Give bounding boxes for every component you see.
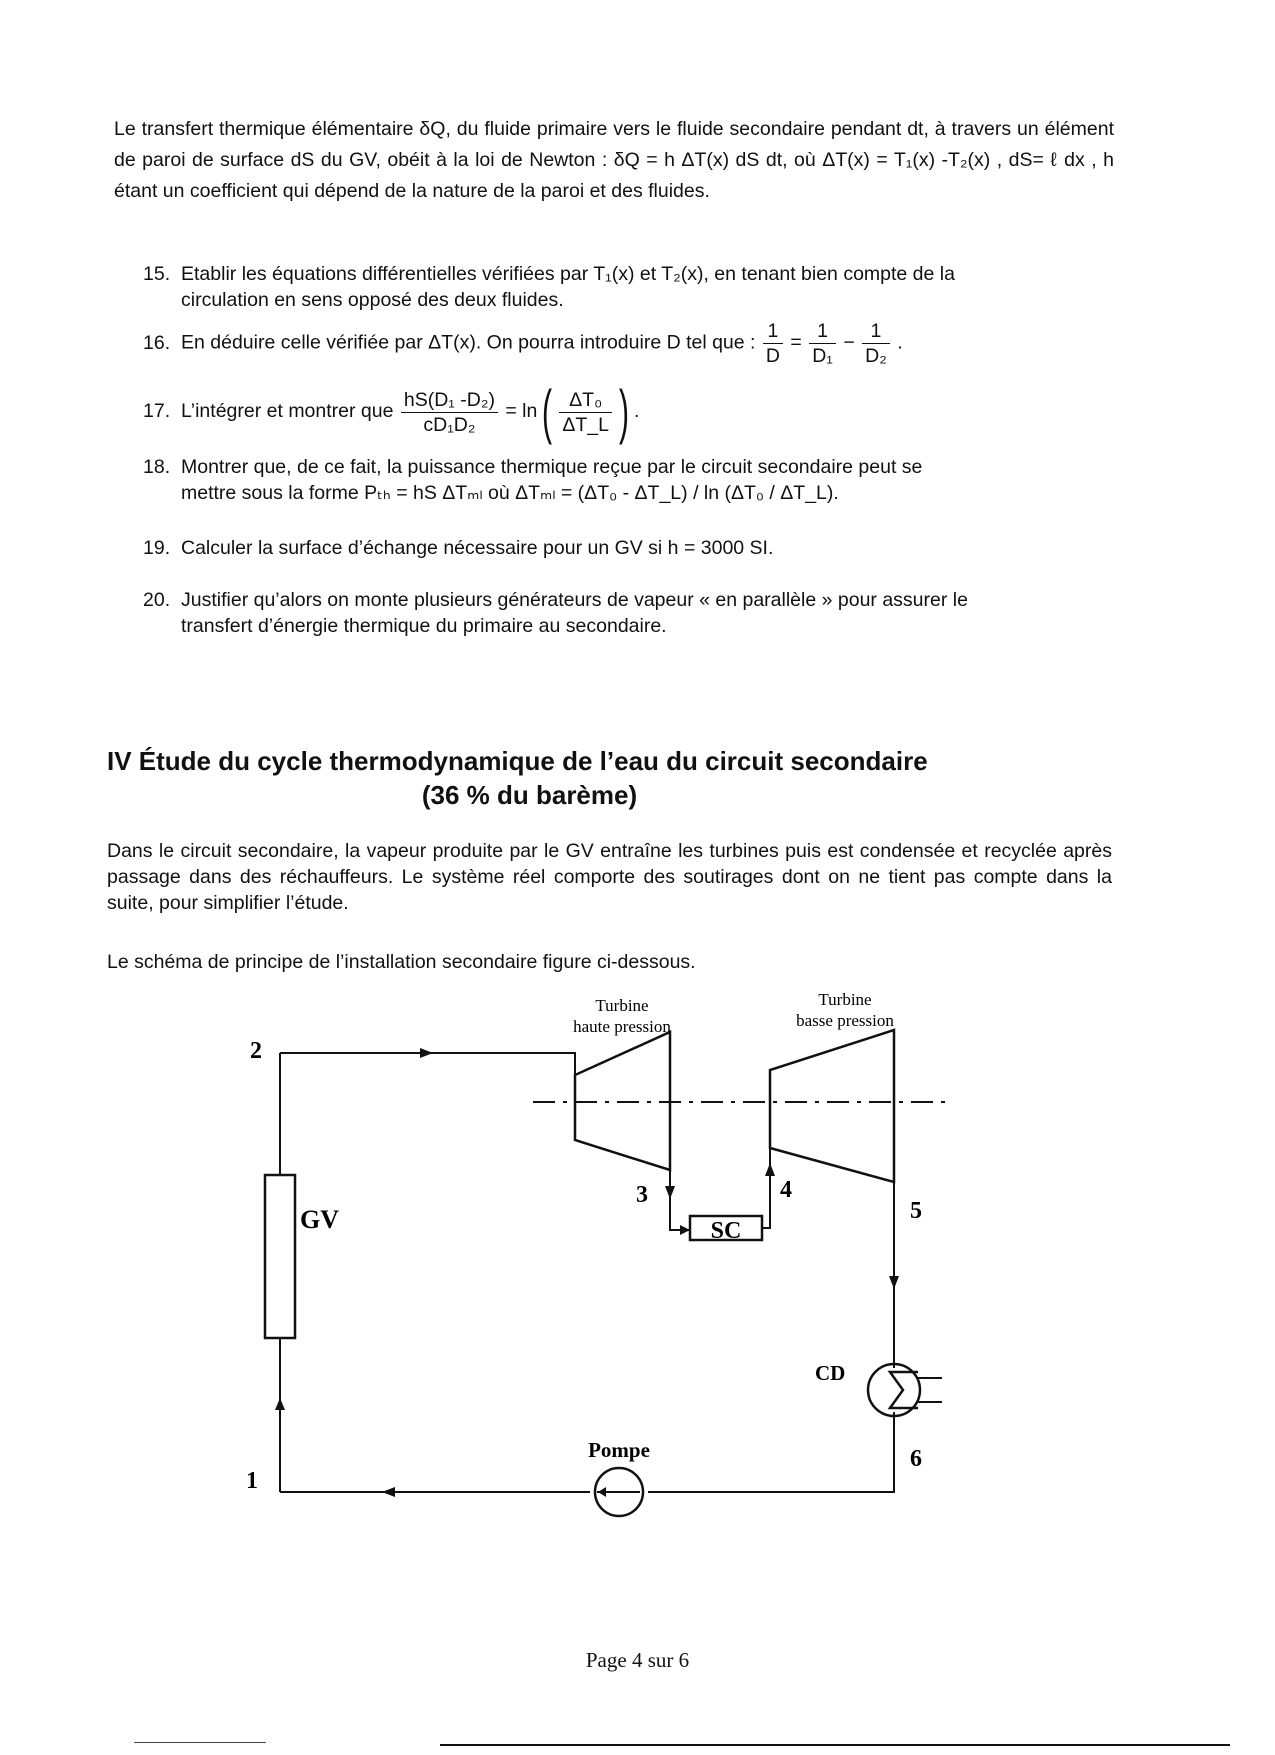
arrow-5 [889,1276,899,1289]
arrow-3 [665,1186,675,1199]
question-number: 19. [143,537,171,559]
frac-1-over-d2: $\frac{1}{\text{D₂}}$ [862,320,890,367]
question-number: 16. [143,331,171,354]
label-turbine-bp-2: basse pression [796,1011,894,1030]
arrow-bottom [382,1487,395,1497]
label-turbine-bp-1: Turbine [818,990,872,1009]
question-number: 18. [143,456,171,478]
label-sc: SC [710,1218,742,1244]
label-point-4: 4 [780,1177,792,1203]
condenser-coil [890,1372,918,1408]
question-text: Etablir les équations différentielles vérifiées par T₁(x) et T₂(x), en tenant bien compte de la [181,263,955,285]
page-footer: Page 4 sur 6 [585,1648,690,1672]
intro-paragraph: Le transfert thermique élémentaire δQ, du fluide primaire vers le fluide secondaire pendant dt, à travers un élément de paroi de surface dS du GV, obéit à la loi de Newton : δQ = h ΔT(x) dS dt, où ΔT(x) = T₁(x) -T₂(x) , dS= ℓ dx , h étant un coefficient qui dépend de la nature de la paroi et des fluides. [114,118,1114,202]
arrow-pump [598,1487,606,1497]
section-weight: (36 % du barème) [421,780,638,810]
question-number: 17. [143,400,171,423]
eq-end: . [897,331,903,354]
question-text: Calculer la surface d’échange nécessaire pour un GV si h = 3000 SI. [181,537,774,559]
arrow-sc-in [680,1225,690,1235]
label-turbine-hp-1: Turbine [595,996,649,1015]
question-text-cont: mettre sous la forme Pₜₕ = hS ΔTₘₗ où ΔTₘₗ = (ΔT₀ - ΔT_L) / ln (ΔT₀ / ΔT_L). [181,482,839,504]
question-text: Montrer que, de ce fait, la puissance thermique reçue par le circuit secondaire peut se [181,456,923,478]
frac-1-over-d: $\frac{1}{D}$ [763,320,783,367]
frac-1-over-d1: $\frac{1}{\text{D₁}}$ [809,320,836,367]
question-text-cont: transfert d’énergie thermique du primaire au secondaire. [181,615,667,637]
label-point-1: 1 [246,1468,258,1494]
pipe-2-to-hp [280,1053,575,1075]
paren-close: ) [618,378,629,445]
section-paragraph: Dans le circuit secondaire, la vapeur produite par le GV entraîne les turbines puis est condensée et recyclée après passage dans des réchauffeurs. Le système réel comporte des soutirages dont on ne tient pas compte dans la suite, pour simplifier l’étude. [107,840,1112,914]
eq-op: − [843,331,855,354]
schema-intro: Le schéma de principe de l’installation secondaire figure ci-dessous. [107,951,696,973]
label-turbine-hp-2: haute pression [573,1017,671,1036]
label-pompe: Pompe [588,1438,650,1462]
arrow-4 [765,1163,775,1176]
pipe-6-to-pump [648,1412,894,1492]
frac-delta-t: $\frac{\text{ΔT₀}}{\Delta T\_L}$ [559,389,612,436]
question-text: L’intégrer et montrer que [181,400,394,423]
eq-op: = [790,331,802,354]
section-title: IV Étude du cycle thermodynamique de l’eau du circuit secondaire [107,746,928,776]
question-text-cont: circulation en sens opposé des deux fluides. [181,289,564,311]
question-number: 20. [143,589,171,611]
bp-turbine [770,1030,894,1182]
label-cd: CD [815,1361,846,1385]
scan-line-right [440,1744,1230,1746]
gv-exchanger [265,1175,295,1338]
paren-open: ( [542,378,553,445]
label-point-3: 3 [636,1182,648,1208]
frac-hs: $\frac{\text{hS(D₁ -D₂)}}{\text{cD₁D₂}}$ [401,389,498,436]
label-point-6: 6 [910,1446,922,1472]
label-point-5: 5 [910,1198,922,1224]
arrow-2 [420,1048,433,1058]
eq-ln: = ln [505,400,538,423]
scan-line-left [134,1742,266,1743]
label-point-2: 2 [250,1038,262,1064]
pipe-hp-to-sc [670,1170,690,1230]
eq-end: . [633,400,640,423]
question-text: Justifier qu’alors on monte plusieurs générateurs de vapeur « en parallèle » pour assurer le [181,589,968,611]
arrow-1 [275,1398,285,1410]
label-gv: GV [300,1205,339,1234]
question-number: 15. [143,263,171,285]
question-text: En déduire celle vérifiée par ΔT(x). On pourra introduire D tel que : [181,331,756,354]
